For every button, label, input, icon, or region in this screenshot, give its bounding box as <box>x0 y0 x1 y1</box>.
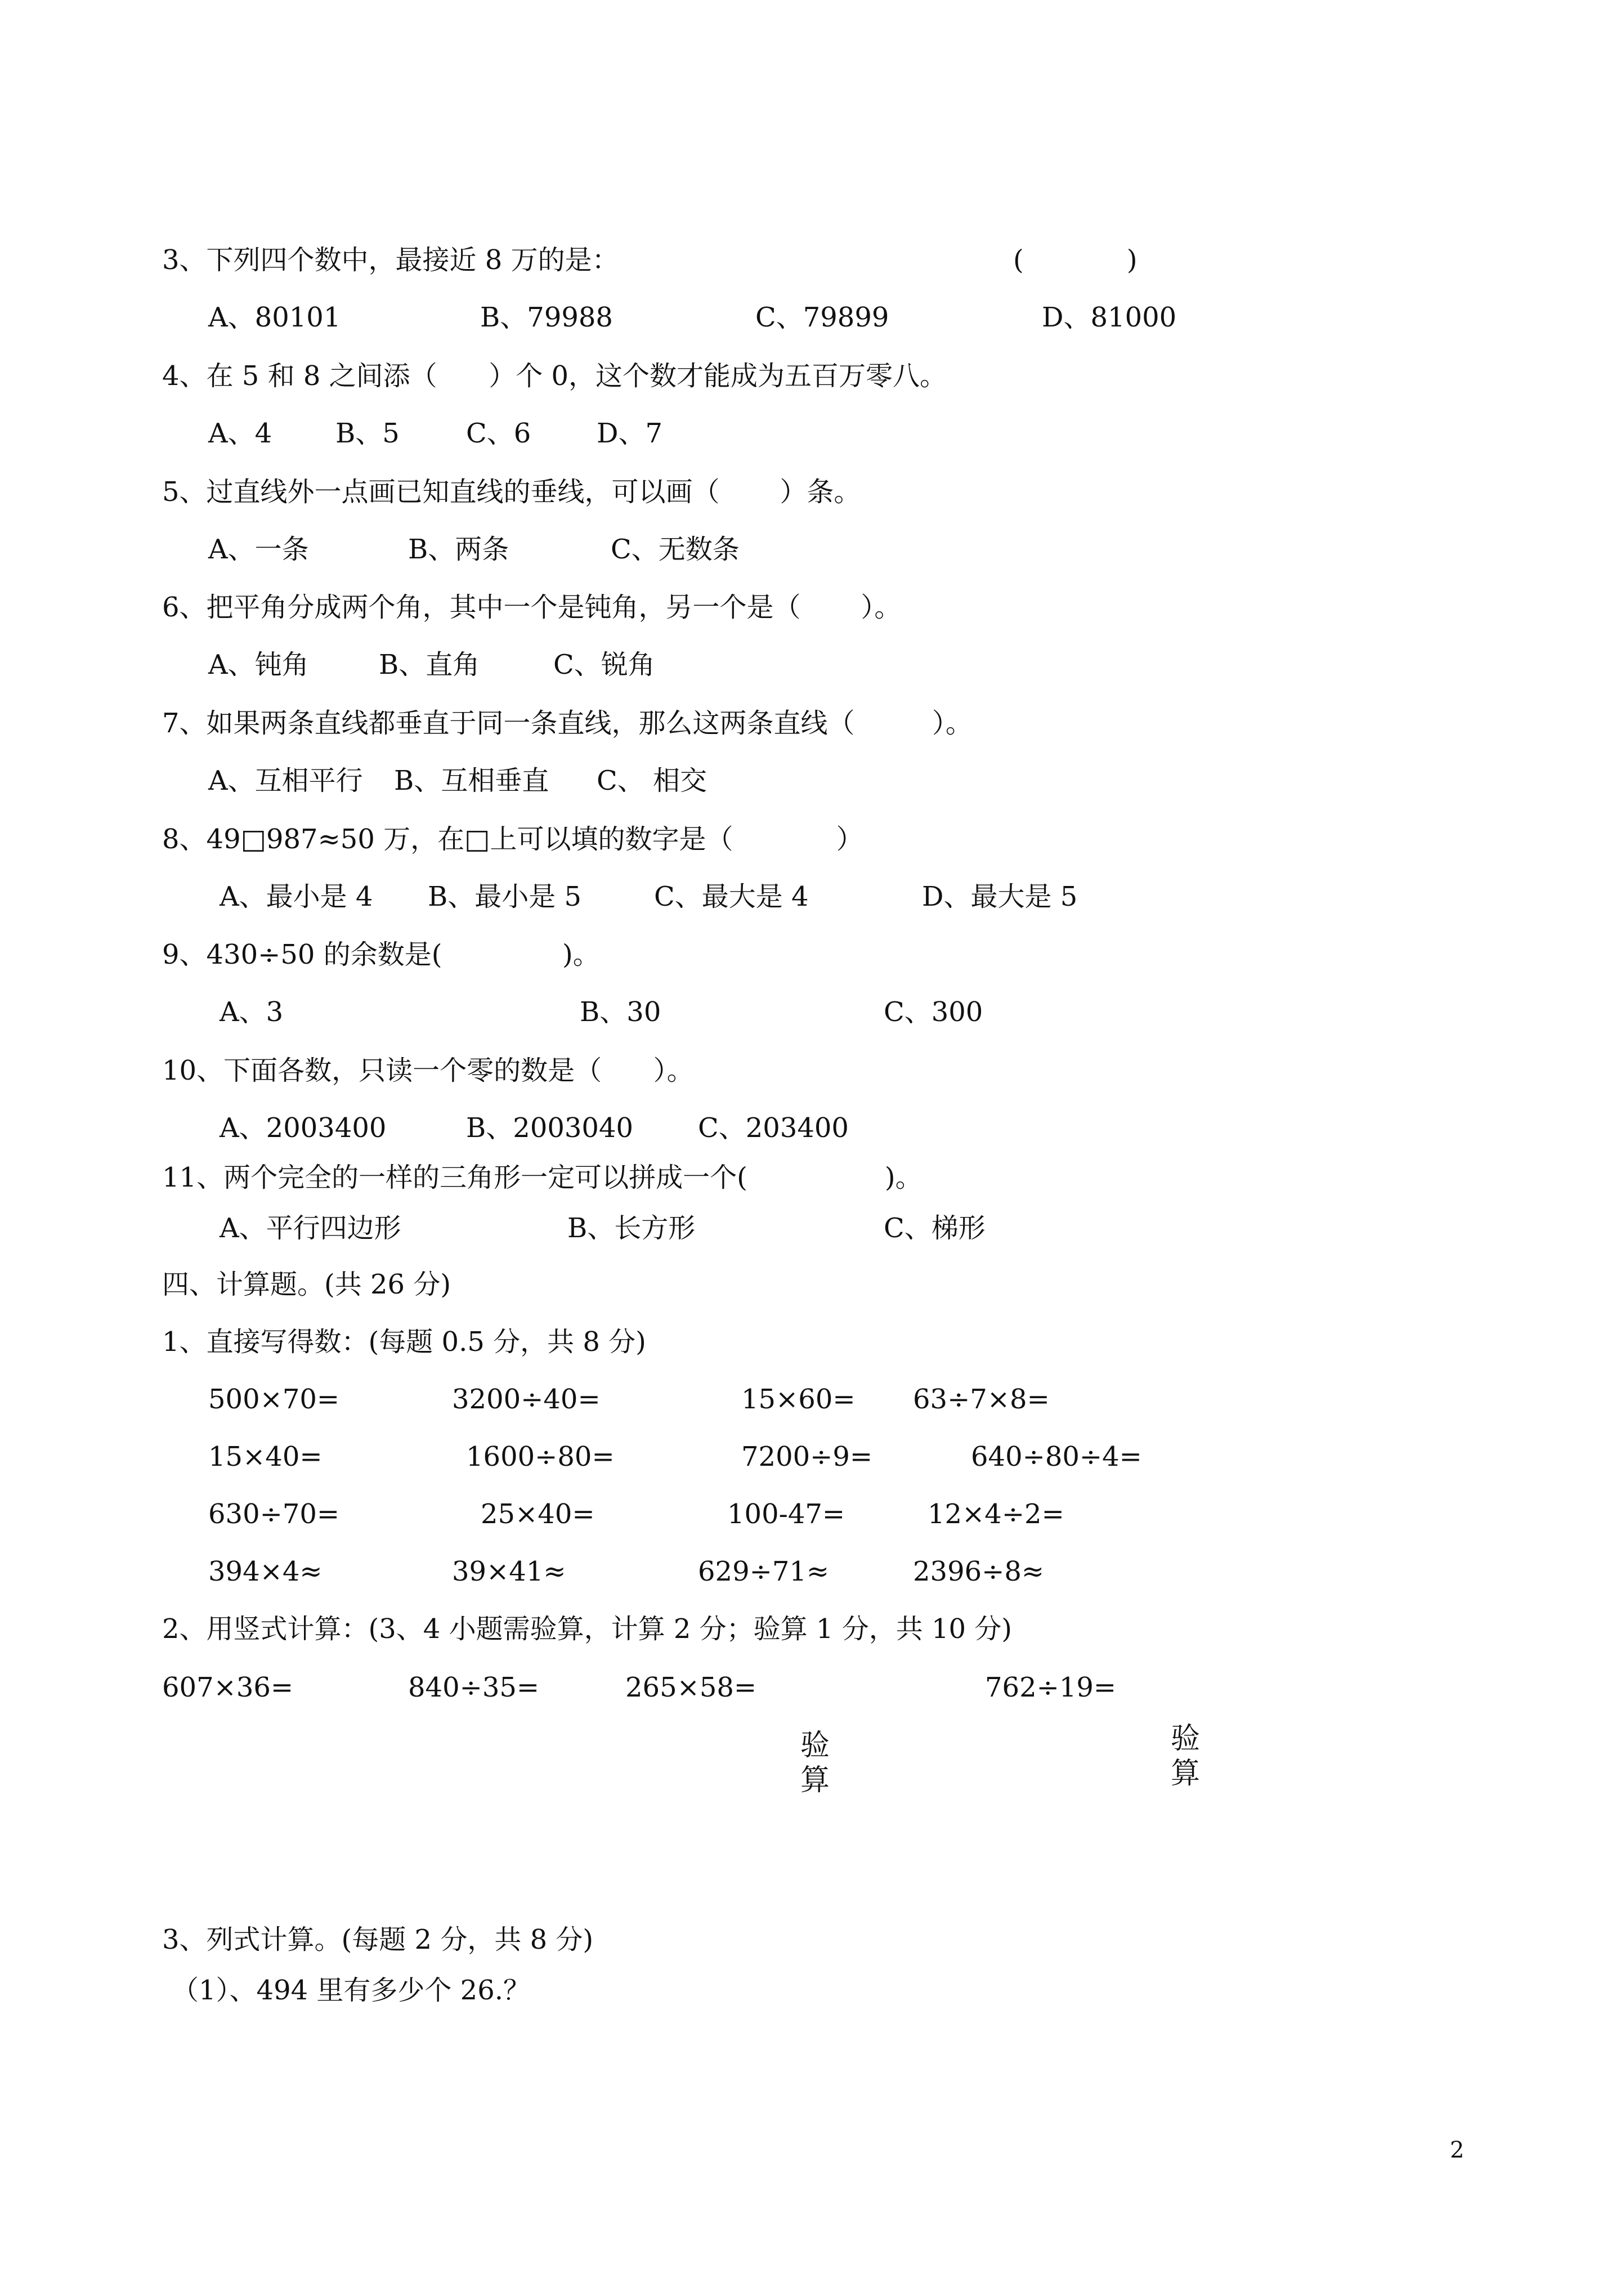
q3-answer-paren: ( ) <box>1013 244 1138 276</box>
q6-option-b: B、直角 <box>379 649 480 681</box>
q9-stem: 9、430÷50 的余数是( )。 <box>162 939 600 970</box>
calc-item: 63÷7×8= <box>913 1384 1050 1415</box>
q11-option-a: A、平行四边形 <box>220 1212 401 1244</box>
part2-title: 2、用竖式计算：(3、4 小题需验算，计算 2 分；验算 1 分，共 10 分) <box>162 1613 1013 1645</box>
part3-question-1: （1）、494 里有多少个 26.？ <box>172 1975 531 2006</box>
calc-item: 15×40= <box>208 1441 323 1473</box>
calc-item: 1600÷80= <box>466 1441 615 1473</box>
vertical-calc-item: 265×58= <box>625 1672 757 1703</box>
calc-item: 629÷71≈ <box>698 1556 830 1587</box>
q3-option-c: C、79899 <box>755 302 889 333</box>
q5-option-a: A、一条 <box>208 534 309 565</box>
q7-option-c: C、 相交 <box>597 765 707 796</box>
q8-option-d: D、最大是 5 <box>922 881 1078 912</box>
q11-stem: 11、两个完全的一样的三角形一定可以拼成一个( )。 <box>162 1162 923 1193</box>
q4-option-b: B、5 <box>335 418 400 449</box>
q7-option-b: B、互相垂直 <box>394 765 549 796</box>
vertical-calc-item: 607×36= <box>162 1672 294 1703</box>
q8-option-c: C、最大是 4 <box>654 881 809 912</box>
q10-option-c: C、203400 <box>698 1112 849 1144</box>
calc-item: 394×4≈ <box>208 1556 323 1587</box>
vertical-calc-item: 840÷35= <box>408 1672 540 1703</box>
q5-stem: 5、过直线外一点画已知直线的垂线，可以画（ ）条。 <box>162 476 861 508</box>
q10-option-b: B、2003040 <box>466 1112 634 1144</box>
q7-option-a: A、互相平行 <box>208 765 363 796</box>
calc-item: 15×60= <box>741 1384 856 1415</box>
calc-item: 2396÷8≈ <box>913 1556 1045 1587</box>
q10-stem: 10、下面各数，只读一个零的数是（ ）。 <box>162 1055 694 1086</box>
calc-item: 630÷70= <box>208 1498 340 1530</box>
q4-option-a: A、4 <box>208 418 272 449</box>
q8-option-b: B、最小是 5 <box>428 881 582 912</box>
part3-title: 3、列式计算。(每题 2 分，共 8 分) <box>162 1924 594 1955</box>
q4-option-c: C、6 <box>466 418 531 449</box>
q9-option-a: A、3 <box>220 996 284 1028</box>
part1-title: 1、直接写得数：(每题 0.5 分，共 8 分) <box>162 1326 646 1358</box>
q6-stem: 6、把平角分成两个角，其中一个是钝角，另一个是（ ）。 <box>162 592 902 623</box>
q6-option-c: C、锐角 <box>553 649 655 681</box>
calc-item: 500×70= <box>208 1384 340 1415</box>
q3-option-a: A、80101 <box>208 302 341 333</box>
calc-item: 3200÷40= <box>452 1384 601 1415</box>
q5-option-b: B、两条 <box>408 534 509 565</box>
q9-option-b: B、30 <box>580 996 661 1028</box>
q10-option-a: A、2003400 <box>220 1112 387 1144</box>
calc-item: 25×40= <box>481 1498 595 1530</box>
q9-option-c: C、300 <box>884 996 983 1028</box>
check-label: 验 算 <box>1170 1722 1200 1791</box>
calc-item: 7200÷9= <box>741 1441 873 1473</box>
q8-option-a: A、最小是 4 <box>220 881 373 912</box>
q3-stem: 3、下列四个数中，最接近 8 万的是： <box>162 244 619 276</box>
vertical-calc-item: 762÷19= <box>985 1672 1117 1703</box>
calc-item: 640÷80÷4= <box>971 1441 1142 1473</box>
q11-option-c: C、梯形 <box>884 1212 986 1244</box>
calc-item: 100-47= <box>727 1498 845 1530</box>
q8-stem: 8、49□987≈50 万，在□上可以填的数字是（ ） <box>162 823 863 855</box>
section4-title: 四、计算题。(共 26 分) <box>162 1269 451 1300</box>
q7-stem: 7、如果两条直线都垂直于同一条直线，那么这两条直线（ ）。 <box>162 708 973 739</box>
calc-item: 12×4÷2= <box>928 1498 1064 1530</box>
calc-item: 39×41≈ <box>452 1556 566 1587</box>
check-label: 验 算 <box>800 1729 830 1797</box>
q3-option-b: B、79988 <box>480 302 613 333</box>
page-number: 2 <box>1450 2137 1465 2163</box>
q4-stem: 4、在 5 和 8 之间添（ ）个 0，这个数才能成为五百万零八。 <box>162 360 947 392</box>
q3-option-d: D、81000 <box>1042 302 1177 333</box>
q4-option-d: D、7 <box>597 418 663 449</box>
q6-option-a: A、钝角 <box>208 649 309 681</box>
q11-option-b: B、长方形 <box>567 1212 696 1244</box>
q5-option-c: C、无数条 <box>611 534 740 565</box>
